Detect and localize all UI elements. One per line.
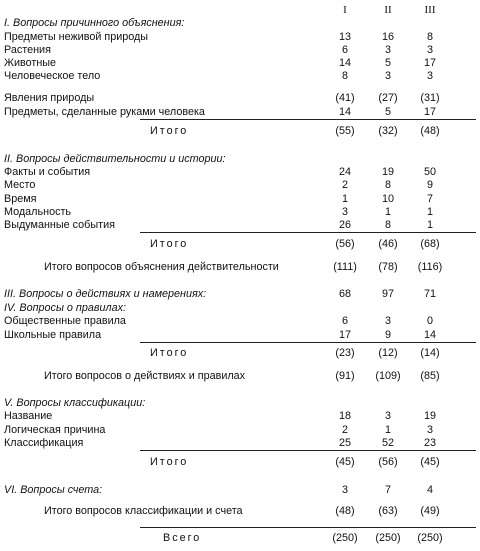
cell-col-3: 7 (426, 193, 433, 205)
cell-col-3: 3 (426, 70, 433, 82)
row-label: V. Вопросы классификации: (4, 397, 146, 409)
row-label: Логическая причина (4, 424, 106, 436)
cell-col-3: 14 (423, 329, 436, 341)
cell-col-3: 17 (423, 57, 436, 69)
column-header-3: III (424, 4, 436, 16)
cell-col-3: 1 (426, 219, 433, 231)
cell-col-3: 71 (423, 288, 436, 300)
cell-col-2: 5 (384, 106, 391, 118)
cell-col-1: 3 (341, 484, 348, 496)
divider-line (140, 450, 476, 451)
row-label: Предметы неживой природы (4, 31, 149, 43)
cell-col-1: 14 (338, 106, 351, 118)
row-label: Предметы, сделанные руками человека (4, 106, 205, 118)
cell-col-1: 2 (341, 424, 348, 436)
cell-col-1: 25 (338, 437, 351, 449)
cell-col-2: (56) (378, 456, 398, 468)
row-label: IV. Вопросы о правилах: (4, 302, 126, 314)
cell-col-1: (55) (335, 125, 355, 137)
cell-col-1: 14 (338, 57, 351, 69)
cell-col-2: 3 (384, 315, 391, 327)
cell-col-2: 19 (381, 166, 394, 178)
cell-col-3: (68) (420, 238, 440, 250)
cell-col-3: 4 (426, 484, 433, 496)
cell-col-2: 3 (384, 410, 391, 422)
row-label: Растения (4, 44, 51, 56)
cell-col-2: (78) (378, 261, 398, 273)
cell-col-3: (116) (417, 261, 443, 273)
row-label: Выдуманные события (4, 219, 115, 231)
row-label: Классификация (4, 437, 84, 449)
cell-col-3: 9 (426, 179, 433, 191)
cell-col-1: 18 (338, 410, 351, 422)
cell-col-1: (91) (335, 370, 355, 382)
cell-col-1: 13 (338, 31, 351, 43)
cell-col-3: 8 (426, 31, 433, 43)
cell-col-3: 23 (423, 437, 436, 449)
cell-col-3: 19 (423, 410, 436, 422)
row-label: I. Вопросы причинного объяснения: (4, 17, 185, 29)
cell-col-3: (250) (417, 532, 443, 544)
row-label: Итого (150, 125, 189, 137)
divider-line (140, 527, 476, 528)
cell-col-3: 1 (426, 206, 433, 218)
row-label: Общественные правила (4, 315, 126, 327)
cell-col-1: (250) (332, 532, 358, 544)
cell-col-1: 1 (341, 193, 348, 205)
cell-col-2: (46) (378, 238, 398, 250)
cell-col-2: (12) (378, 347, 398, 359)
row-label: III. Вопросы о действиях и намерениях: (4, 288, 207, 300)
row-label: Итого вопросов классификации и счета (44, 505, 243, 517)
cell-col-2: 3 (384, 70, 391, 82)
cell-col-3: 0 (426, 315, 433, 327)
cell-col-2: 8 (384, 179, 391, 191)
cell-col-1: 8 (341, 70, 348, 82)
cell-col-3: 3 (426, 424, 433, 436)
cell-col-3: (85) (420, 370, 440, 382)
cell-col-1: (111) (333, 261, 357, 273)
cell-col-1: 6 (341, 44, 348, 56)
cell-col-3: (31) (420, 92, 440, 104)
cell-col-1: (48) (335, 505, 355, 517)
cell-col-3: 3 (426, 44, 433, 56)
cell-col-2: 7 (384, 484, 391, 496)
row-label: Итого (150, 456, 189, 468)
cell-col-3: 17 (423, 106, 436, 118)
cell-col-1: (23) (335, 347, 355, 359)
cell-col-1: 2 (341, 179, 348, 191)
cell-col-2: 10 (381, 193, 394, 205)
column-header-2: II (384, 4, 392, 16)
cell-col-3: (48) (420, 125, 440, 137)
cell-col-2: (250) (375, 532, 401, 544)
cell-col-2: 8 (384, 219, 391, 231)
row-label: Итого (150, 347, 189, 359)
row-label: Место (4, 179, 36, 191)
row-label: VI. Вопросы счета: (4, 484, 103, 496)
cell-col-2: 1 (384, 206, 391, 218)
cell-col-2: (27) (378, 92, 398, 104)
row-label: Время (4, 193, 37, 205)
row-label: Итого вопросов о действиях и правилах (44, 370, 246, 382)
cell-col-3: (49) (420, 505, 440, 517)
row-label: Модальность (4, 206, 72, 218)
cell-col-1: (41) (335, 92, 355, 104)
cell-col-1: 6 (341, 315, 348, 327)
cell-col-3: (45) (420, 456, 440, 468)
cell-col-1: 3 (341, 206, 348, 218)
row-label: Животные (4, 57, 57, 69)
cell-col-2: 16 (381, 31, 394, 43)
cell-col-2: 1 (384, 424, 391, 436)
cell-col-1: (56) (335, 238, 355, 250)
cell-col-3: 50 (423, 166, 436, 178)
cell-col-2: (63) (378, 505, 398, 517)
cell-col-2: (32) (378, 125, 398, 137)
row-label: II. Вопросы действительности и истории: (4, 153, 226, 165)
row-label: Факты и события (4, 166, 91, 178)
divider-line (140, 232, 476, 233)
cell-col-1: 68 (338, 288, 351, 300)
cell-col-2: 5 (384, 57, 391, 69)
cell-col-1: 26 (338, 219, 351, 231)
cell-col-1: 24 (338, 166, 351, 178)
row-label: Итого вопросов объяснения действительности (44, 261, 279, 273)
row-label: Человеческое тело (4, 70, 101, 82)
cell-col-2: 9 (384, 329, 391, 341)
row-label: Всего (163, 532, 202, 544)
divider-line (140, 342, 476, 343)
cell-col-2: 97 (381, 288, 394, 300)
cell-col-3: (14) (420, 347, 440, 359)
row-label: Название (4, 410, 53, 422)
row-label: Итого (150, 238, 189, 250)
cell-col-1: 17 (338, 329, 351, 341)
cell-col-2: 52 (381, 437, 394, 449)
cell-col-1: (45) (335, 456, 355, 468)
cell-col-2: 3 (384, 44, 391, 56)
cell-col-2: (109) (375, 370, 401, 382)
column-header-1: I (343, 4, 347, 16)
row-label: Явления природы (4, 92, 95, 104)
divider-line (140, 119, 476, 120)
row-label: Школьные правила (4, 329, 102, 341)
